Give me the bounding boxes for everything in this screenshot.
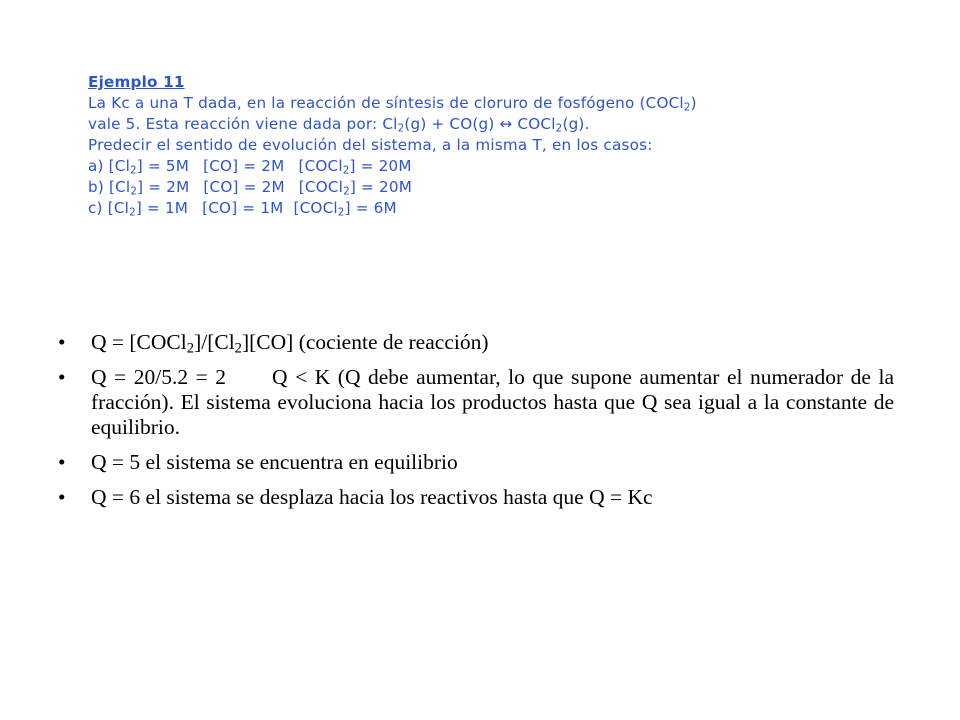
problem-statement-line-2: vale 5. Esta reacción viene dada por: $Cl_2(g) + CO(g)$ ↔ COCl$_2$(g). bbox=[88, 115, 590, 135]
list-item: • $Q = [COCl_2]/[Cl_2][CO]$ (cociente de reacción) bbox=[58, 330, 489, 357]
bullet-icon: • bbox=[58, 365, 66, 389]
case-c: c) $[Cl_2] = 1M$ [CO] = 1M [COCl$_2$] = 6M bbox=[88, 199, 397, 219]
problem-statement-line-3: Predecir el sentido de evolución del sistema, a la misma T, en los casos: bbox=[88, 136, 653, 154]
solution-bullet-list bbox=[56, 330, 894, 520]
bullet-icon: • bbox=[58, 450, 66, 474]
case-b: b) $[Cl_2] = 2M$ [CO] = 2M [COCl$_2$] = 20M bbox=[88, 178, 412, 198]
bullet-icon: • bbox=[58, 330, 66, 354]
list-item: • Q = 6 el sistema se desplaza hacia los reactivos hasta que Q = Kc bbox=[58, 485, 653, 509]
case-a: a) $[Cl_2] = 5M$ [CO] = 2M [COCl$_2$] = 20M bbox=[88, 157, 412, 177]
list-item: • Q = 20/5.2 = 2 Q < K (Q debe aumentar, lo que supone aumentar el numerador de la fracción). El sistema evoluciona hacia los productos hasta que Q sea igual a la constante de equilibrio. bbox=[58, 365, 894, 439]
example-title[interactable]: Ejemplo 11 bbox=[88, 73, 185, 91]
example-block bbox=[88, 72, 918, 219]
problem-statement-line-1: La Kc a una T dada, en la reacción de síntesis de cloruro de fosfógeno (COCl$_2$) bbox=[88, 94, 697, 114]
list-item: • Q = 5 el sistema se encuentra en equilibrio bbox=[58, 450, 458, 474]
bullet-icon: • bbox=[58, 485, 66, 509]
